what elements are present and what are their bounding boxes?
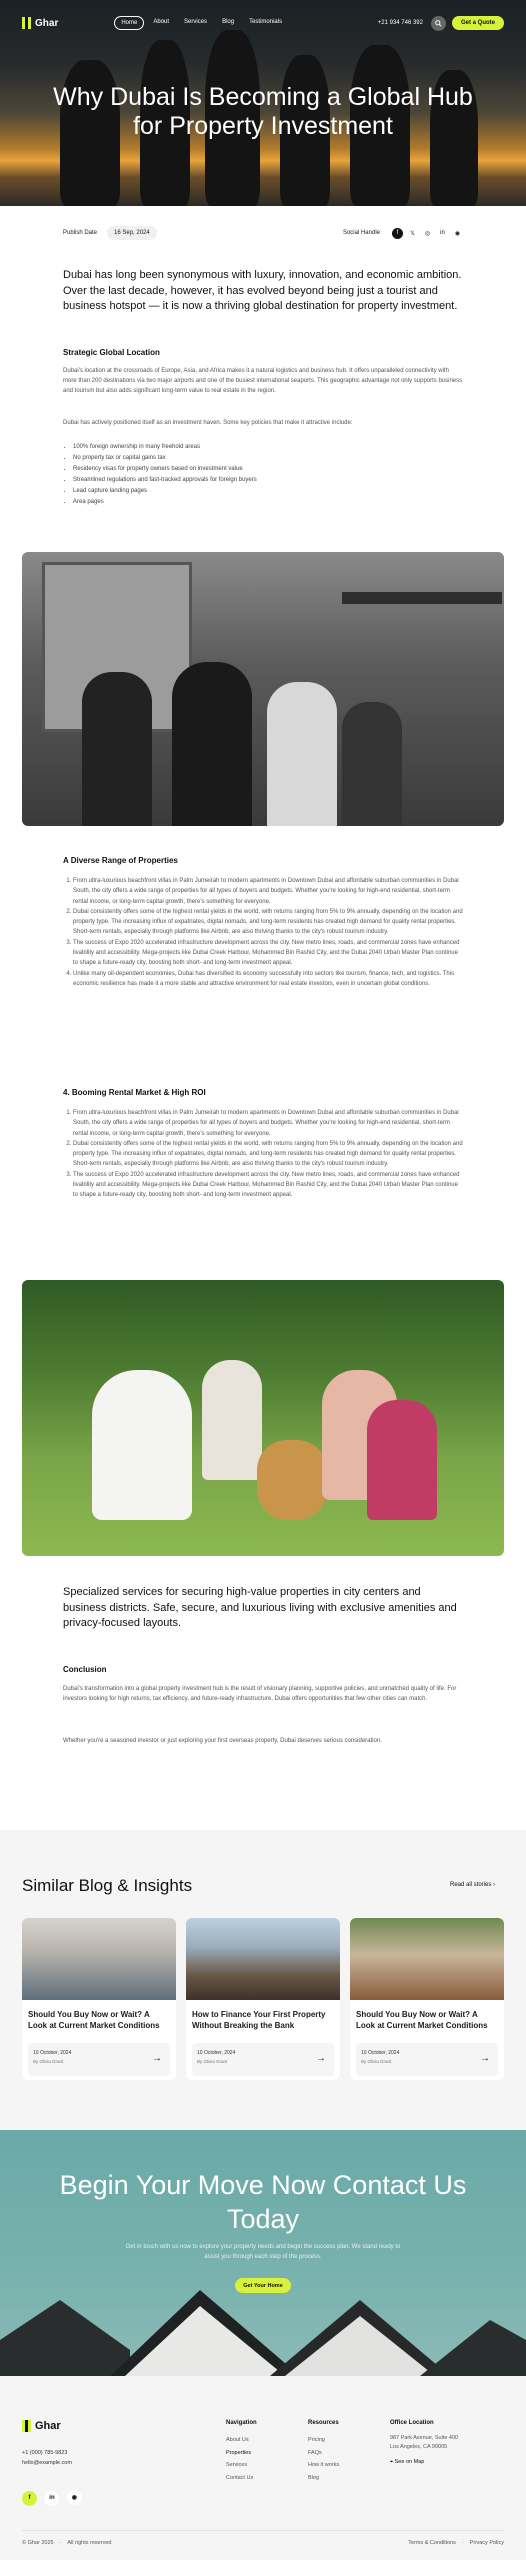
cta-subtitle: Get in touch with us now to explore your property needs and begin the success plan. We stand ready to assist you through each step of the process.	[125, 2244, 401, 2260]
footer-phone[interactable]: +1 (000) 785-9823	[22, 2450, 68, 2456]
arrow-right-icon[interactable]: →	[152, 2053, 162, 2064]
x-icon[interactable]: 𝕏	[410, 230, 415, 237]
nav-testimonials[interactable]: Testimonials	[249, 19, 283, 25]
read-all-label: Read all stories	[450, 1882, 492, 1888]
nav-about[interactable]: About	[153, 19, 170, 25]
facebook-icon[interactable]: f	[392, 228, 403, 239]
footer-col-title: Navigation	[226, 2420, 257, 2426]
person-shape	[202, 1360, 262, 1480]
footer-email[interactable]: hello@example.com	[22, 2460, 72, 2466]
nav-phone[interactable]: +21 934 746 392	[377, 20, 423, 26]
copyright: © Ghar 2025	[22, 2540, 54, 2546]
family-photo-color	[22, 1280, 504, 1556]
footer-resources	[308, 2420, 339, 2484]
footer-link[interactable]: Properties	[226, 2449, 252, 2456]
read-all-link[interactable]	[450, 1882, 495, 1888]
nav-blog[interactable]: Blog	[222, 19, 235, 25]
privacy-link[interactable]: Privacy Policy	[469, 2540, 504, 2546]
list-item: • Area pages	[73, 497, 463, 508]
separator: ·	[461, 2540, 464, 2546]
list-item: 3. The success of Expo 2020 accelerated infrastructure development across the city. New metro lines, roads, and commercial zones have enhanced livability and accessibility. Mega-projects like Dubai Creek Harbour, Mohammed Bin Rashid City, and the Dubai 2040 Urban Master Plan continue to shape a future-ready city, boosting both short- and long-term investment appeal.	[73, 938, 463, 969]
list-item: 2. Dubai consistently offers some of the highest rental yields in the world, with returns ranging from 5% to 9% annually, depending on the location and property type. The increasing influx of expatriates, digital nomads, and long-term residents has created high demand for quality rental properties. Short-term rentals, especially through platforms like Airbnb, are also thriving thanks to the city's robust tourism industry.	[73, 1139, 463, 1170]
search-button[interactable]	[431, 16, 446, 31]
linkedin-icon[interactable]: in	[440, 230, 445, 236]
map-pin-icon: ⌖	[390, 2459, 395, 2465]
footer-col-title: Resources	[308, 2420, 339, 2426]
dog-shape	[257, 1440, 327, 1520]
list-item: • Residency visas for property owners based on investment value	[73, 464, 463, 475]
section-title: A Diverse Range of Properties	[63, 856, 178, 865]
instagram-icon[interactable]: ◎	[424, 230, 431, 237]
see-on-map-link[interactable]	[390, 2456, 458, 2469]
person-shape	[367, 1400, 437, 1520]
blog-card[interactable]	[350, 1918, 504, 2080]
person-shape	[342, 702, 402, 826]
paragraph: Dubai has actively positioned itself as an investment haven. Some key policies that make it attractive include:	[63, 420, 353, 426]
list-item: 3. The success of Expo 2020 accelerated infrastructure development across the city. New metro lines, roads, and commercial zones have enhanced livability and accessibility. Mega-projects like Dubai Creek Harbour, Mohammed Bin Rashid City, and the Dubai 2040 Urban Master Plan continue to shape a future-ready city, boosting both short- and long-term investment appeal.	[73, 1170, 463, 1201]
separator: ·	[59, 2540, 62, 2546]
card-title: Should You Buy Now or Wait? A Look at Current Market Conditions	[356, 2010, 488, 2030]
search-icon	[435, 20, 442, 27]
list-item: • Streamlined regulations and fast-tracked approvals for foreign buyers	[73, 475, 463, 486]
dribbble-icon[interactable]: ◉	[454, 230, 461, 237]
terms-link[interactable]: Terms & Conditions	[408, 2540, 456, 2546]
card-author: By Olivia Grant	[33, 2059, 64, 2064]
paragraph: Whether you're a seasoned investor or just exploring your first overseas property, Dubai deserves serious consideration.	[63, 1738, 382, 1744]
facebook-icon[interactable]: f	[22, 2491, 37, 2506]
arrow-right-icon[interactable]: →	[316, 2053, 326, 2064]
section-title: Strategic Global Location	[63, 348, 160, 357]
person-shape	[172, 662, 252, 826]
page-title: Why Dubai Is Becoming a Global Hub for Property Investment	[53, 83, 473, 140]
cta-section	[0, 2130, 526, 2376]
share-label: Social Handle	[342, 230, 380, 236]
card-author: By Olivia Grant	[197, 2059, 228, 2064]
article-lead: Dubai has long been synonymous with luxury, innovation, and economic ambition. Over the last decade, however, it has evolved beyond being just a tourist and business hotspot — it is now a thriving global destination for property investment.	[63, 269, 462, 312]
footer-col-title: Office Location	[390, 2420, 434, 2426]
hero	[0, 0, 526, 206]
person-shape	[92, 1370, 192, 1520]
family-photo-bw	[22, 552, 504, 826]
instagram-icon[interactable]: ◉	[67, 2490, 82, 2505]
policy-list	[63, 442, 463, 508]
footer-link[interactable]: How it works	[308, 2462, 340, 2468]
card-meta	[28, 2043, 170, 2076]
address-line: 987 Park Avenue, Suite 400	[390, 2435, 459, 2441]
top-nav	[22, 14, 504, 32]
linkedin-icon[interactable]: in	[44, 2491, 59, 2506]
similar-title: Similar Blog & Insights	[22, 1876, 193, 1895]
footer-logo[interactable]	[22, 2420, 61, 2432]
list-item: 1. From ultra-luxurious beachfront villas in Palm Jumeirah to modern apartments in Downtown Dubai and affordable suburban communities in Dubai South, the city offers a wide range of properties for all types of buyers and budgets. Whether you're looking for high-end residential, short-term rental income, or long-term capital growth, there's something for everyone.	[73, 1108, 463, 1139]
list-item: 2. Dubai consistently offers some of the highest rental yields in the world, with returns ranging from 5% to 9% annually, depending on the location and property type. The increasing influx of expatriates, digital nomads, and long-term residents has created high demand for quality rental properties. Short-term rentals, especially through platforms like Airbnb, are also thriving thanks to the city's robust tourism industry.	[73, 907, 463, 938]
post-meta	[63, 225, 463, 241]
rental-list	[63, 1108, 463, 1201]
section-title: Conclusion	[63, 1665, 107, 1674]
footer-link[interactable]: Pricing	[308, 2437, 325, 2443]
cta-title: Begin Your Move Now Contact Us Today	[59, 2170, 467, 2234]
card-date: 10 October, 2024	[33, 2050, 72, 2056]
footer-office	[390, 2420, 458, 2469]
footer-link[interactable]: About Us	[226, 2437, 249, 2443]
awning-shape	[342, 592, 502, 604]
map-label: See on Map	[394, 2459, 425, 2465]
logo-icon	[22, 2420, 31, 2432]
footer-socials	[22, 2486, 85, 2506]
get-home-button[interactable]: Get Your Home	[235, 2278, 291, 2293]
arrow-right-icon[interactable]: →	[480, 2053, 490, 2064]
address-line: Los Angeles, CA 90005	[390, 2444, 448, 2450]
card-title: Should You Buy Now or Wait? A Look at Current Market Conditions	[28, 2010, 160, 2030]
footer-link[interactable]: Contact Us	[226, 2474, 254, 2481]
blog-card[interactable]	[186, 1918, 340, 2080]
footer-link[interactable]: Blog	[308, 2474, 320, 2481]
get-quote-button[interactable]: Get a Quote	[452, 16, 504, 30]
logo-icon	[22, 17, 31, 29]
brand-logo[interactable]	[22, 17, 58, 29]
paragraph: Dubai's transformation into a global property investment hub is the result of visionary planning, supportive policies, and unmatched quality of life. For investors looking for high returns, tax efficiency, and future-ready infrastructure, Dubai offers opportunities that few other cities can match.	[63, 1686, 457, 1702]
list-item: • Lead capture landing pages	[73, 486, 463, 497]
footer-brand: Ghar	[35, 2420, 61, 2432]
footer-divider	[22, 2530, 504, 2531]
roofs-illustration	[0, 2280, 526, 2376]
list-item: 4. Unlike many oil-dependent economies, Dubai has diversified its economy successfully into sectors like tourism, finance, tech, and logistics. This economic resilience has made it a more stable and attractive environment for real estate investors, even in uncertain global conditions.	[73, 969, 463, 990]
card-date: 10 October, 2024	[197, 2050, 236, 2056]
main-menu	[114, 16, 288, 30]
arrow-right-icon: ›	[493, 1882, 496, 1888]
card-image	[22, 1918, 176, 2000]
highlight-text: Specialized services for securing high-value properties in city centers and business districts. Safe, secure, and luxurious living with exclusive amenities and privacy-focused layouts.	[63, 1586, 457, 1629]
card-image	[350, 1918, 504, 2000]
paragraph: Dubai's location at the crossroads of Europe, Asia, and Africa makes it a natural logistics and business hub. It offers unparalleled connectivity with more than 200 destinations via two major airports and one of the busiest international seaports. This geographic advantage not only supports business and tourism but also adds significant long-term value to real estate in the region.	[63, 368, 463, 394]
nav-home[interactable]: Home	[114, 16, 144, 30]
section-title: 4. Booming Rental Market & High ROI	[63, 1088, 206, 1097]
footer-link[interactable]: FAQs	[308, 2449, 322, 2456]
publish-date: 16 Sep, 2024	[107, 226, 157, 240]
properties-list	[63, 876, 463, 989]
footer-navigation	[226, 2420, 257, 2484]
card-meta	[356, 2043, 498, 2076]
blog-card[interactable]	[22, 1918, 176, 2080]
card-author: By Olivia Grant	[361, 2059, 392, 2064]
rights: All rights reserved	[67, 2540, 112, 2546]
card-title: How to Finance Your First Property Without Breaking the Bank	[192, 2010, 326, 2030]
brand-name: Ghar	[35, 17, 59, 29]
footer-link[interactable]: Services	[226, 2462, 248, 2468]
card-image	[186, 1918, 340, 2000]
contact-info	[22, 2448, 72, 2468]
nav-services[interactable]: Services	[184, 19, 208, 25]
card-meta	[192, 2043, 334, 2076]
publish-label: Publish Date	[63, 230, 98, 236]
footer-bottom	[22, 2540, 504, 2546]
person-shape	[82, 672, 152, 826]
card-date: 10 October, 2024	[361, 2050, 400, 2056]
list-item: • 100% foreign ownership in many freehold areas	[73, 442, 463, 453]
list-item: 1. From ultra-luxurious beachfront villas in Palm Jumeirah to modern apartments in Downtown Dubai and affordable suburban communities in Dubai South, the city offers a wide range of properties for all types of buyers and budgets. Whether you're looking for high-end residential, short-term rental income, or long-term capital growth, there's something for everyone.	[73, 876, 463, 907]
person-shape	[267, 682, 337, 826]
list-item: • No property tax or capital gains tax	[73, 453, 463, 464]
